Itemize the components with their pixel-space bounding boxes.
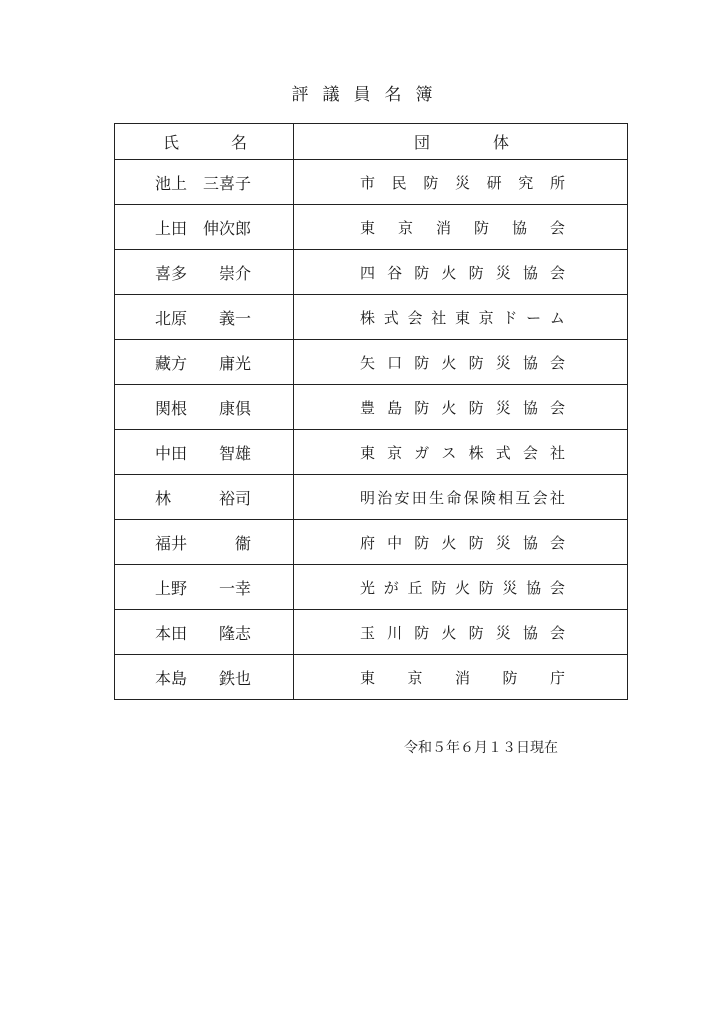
char: 協 — [522, 263, 538, 282]
char: 命 — [446, 488, 462, 507]
table-row — [115, 250, 628, 295]
name-cell — [115, 475, 294, 520]
char: 社 — [431, 308, 447, 327]
organization-cell — [294, 565, 628, 610]
family-name: 中田 — [155, 443, 188, 463]
table-row — [115, 205, 628, 250]
organization-cell — [294, 205, 628, 250]
char: 京 — [397, 218, 413, 237]
organization-cell — [294, 340, 628, 385]
organization-name — [294, 172, 627, 193]
char: 明 — [360, 488, 376, 507]
given-name: 康俱 — [218, 398, 251, 418]
name-cell — [115, 295, 294, 340]
family-name: 関根 — [155, 398, 188, 418]
char: 豊 — [360, 398, 376, 417]
char: 防 — [468, 623, 484, 642]
organization-cell — [294, 160, 628, 205]
organization-cell — [294, 655, 628, 700]
char: 会 — [407, 308, 423, 327]
family-name: 北原 — [155, 308, 188, 328]
family-name: 本田 — [155, 623, 188, 643]
name-cell — [115, 340, 294, 385]
family-name: 上田 — [155, 218, 188, 238]
char: 火 — [441, 623, 457, 642]
table-row — [115, 565, 628, 610]
table-row — [115, 385, 628, 430]
char: 会 — [549, 533, 565, 552]
char: 東 — [360, 218, 376, 237]
family-name: 本島 — [155, 668, 188, 688]
char: 島 — [387, 398, 403, 417]
char: 協 — [511, 218, 527, 237]
char: 矢 — [360, 353, 376, 372]
char: 安 — [394, 488, 410, 507]
char: 火 — [441, 263, 457, 282]
char: 災 — [502, 578, 518, 597]
char: ス — [441, 443, 457, 462]
organization-column-header — [294, 124, 628, 160]
organization-cell — [294, 250, 628, 295]
char: 相 — [498, 488, 514, 507]
organization-cell — [294, 385, 628, 430]
char: 防 — [468, 398, 484, 417]
organization-cell — [294, 520, 628, 565]
char: 保 — [463, 488, 479, 507]
as-of-date: 令和５年６月１３日現在 — [404, 740, 558, 756]
char: 川 — [387, 623, 403, 642]
char: 会 — [549, 218, 565, 237]
person-name — [115, 531, 293, 554]
table-row — [115, 610, 628, 655]
councillor-table — [114, 123, 628, 700]
organization-cell — [294, 475, 628, 520]
char: 中 — [387, 533, 403, 552]
char: 所 — [549, 173, 565, 192]
given-name: 隆志 — [218, 623, 251, 643]
char: 防 — [414, 623, 430, 642]
char: 市 — [360, 173, 376, 192]
organization-name — [294, 532, 627, 553]
char: 京 — [478, 308, 494, 327]
person-name — [115, 666, 293, 689]
organization-name — [294, 262, 627, 283]
char: 会 — [549, 623, 565, 642]
char: 京 — [387, 443, 403, 462]
char: 協 — [522, 533, 538, 552]
char: 東 — [360, 668, 376, 687]
char: 究 — [518, 173, 534, 192]
char: 火 — [441, 533, 457, 552]
name-cell — [115, 610, 294, 655]
organization-cell — [294, 610, 628, 655]
char: 防 — [414, 533, 430, 552]
given-name: 鉄也 — [218, 668, 251, 688]
organization-name — [294, 352, 627, 373]
organization-header-label — [294, 130, 627, 153]
char: 災 — [454, 173, 470, 192]
char: 協 — [526, 578, 542, 597]
char: 火 — [441, 398, 457, 417]
family-name: 藏方 — [155, 353, 188, 373]
family-name: 喜多 — [155, 263, 188, 283]
char: 株 — [360, 308, 376, 327]
char: 会 — [549, 263, 565, 282]
char: 防 — [478, 578, 494, 597]
char: 災 — [495, 263, 511, 282]
char: 火 — [441, 353, 457, 372]
organization-name — [294, 442, 627, 463]
given-name: 伸次郎 — [202, 218, 251, 238]
char: 会 — [549, 353, 565, 372]
char: ガ — [414, 443, 430, 462]
person-name — [115, 216, 293, 239]
char: 名 — [230, 133, 247, 152]
name-cell — [115, 205, 294, 250]
name-column-header — [115, 124, 294, 160]
char: 防 — [431, 578, 447, 597]
name-cell — [115, 430, 294, 475]
table-row — [115, 295, 628, 340]
char: 式 — [495, 443, 511, 462]
char: 防 — [468, 353, 484, 372]
char: 会 — [549, 578, 565, 597]
name-header-label — [115, 130, 293, 153]
char: 防 — [468, 533, 484, 552]
char: 四 — [360, 263, 376, 282]
person-name — [115, 486, 293, 509]
char: 研 — [486, 173, 502, 192]
char: 防 — [414, 263, 430, 282]
char: 口 — [387, 353, 403, 372]
organization-name — [294, 217, 627, 238]
organization-cell — [294, 295, 628, 340]
given-name: 義一 — [218, 308, 251, 328]
char: 東 — [360, 443, 376, 462]
char: ム — [549, 308, 565, 327]
person-name — [115, 576, 293, 599]
char: 会 — [532, 488, 548, 507]
page-title: 評議員名簿 — [291, 85, 447, 105]
name-cell — [115, 520, 294, 565]
char: 会 — [549, 398, 565, 417]
family-name: 林 — [155, 488, 172, 508]
table-row — [115, 520, 628, 565]
char: 防 — [414, 398, 430, 417]
name-cell — [115, 385, 294, 430]
char: 協 — [522, 398, 538, 417]
char: 消 — [454, 668, 470, 687]
char: 災 — [495, 398, 511, 417]
table-body — [115, 160, 628, 700]
char: 丘 — [407, 578, 423, 597]
given-name: 衞 — [234, 533, 251, 553]
given-name: 智雄 — [218, 443, 251, 463]
char: 府 — [360, 533, 376, 552]
char: 株 — [468, 443, 484, 462]
table-row — [115, 340, 628, 385]
person-name — [115, 621, 293, 644]
char: 団 — [414, 133, 431, 152]
organization-cell — [294, 430, 628, 475]
char: 田 — [411, 488, 427, 507]
person-name — [115, 261, 293, 284]
char: 生 — [429, 488, 445, 507]
char: 防 — [423, 173, 439, 192]
organization-name — [294, 487, 627, 508]
char: 協 — [522, 623, 538, 642]
person-name — [115, 306, 293, 329]
char: 消 — [435, 218, 451, 237]
char: ド — [502, 308, 518, 327]
table-row — [115, 160, 628, 205]
char: 体 — [492, 133, 509, 152]
char: 防 — [468, 263, 484, 282]
person-name — [115, 441, 293, 464]
person-name — [115, 171, 293, 194]
given-name: 裕司 — [218, 488, 251, 508]
char: ー — [526, 308, 542, 327]
table-row — [115, 430, 628, 475]
char: 東 — [454, 308, 470, 327]
char: 氏 — [163, 133, 180, 152]
person-name — [115, 396, 293, 419]
organization-name — [294, 622, 627, 643]
char: 民 — [391, 173, 407, 192]
char: 庁 — [549, 668, 565, 687]
table-row — [115, 475, 628, 520]
family-name: 福井 — [155, 533, 188, 553]
char: 防 — [473, 218, 489, 237]
name-cell — [115, 250, 294, 295]
char: 災 — [495, 353, 511, 372]
table-header-row — [115, 124, 628, 160]
char: が — [383, 578, 399, 597]
char: 互 — [515, 488, 531, 507]
char: 治 — [377, 488, 393, 507]
given-name: 庸光 — [218, 353, 251, 373]
family-name: 上野 — [155, 578, 188, 598]
organization-name — [294, 577, 627, 598]
name-cell — [115, 655, 294, 700]
person-name — [115, 351, 293, 374]
char: 防 — [414, 353, 430, 372]
given-name: 三喜子 — [202, 173, 251, 193]
char: 会 — [522, 443, 538, 462]
given-name: 一幸 — [218, 578, 251, 598]
family-name: 池上 — [155, 173, 188, 193]
char: 京 — [407, 668, 423, 687]
char: 火 — [454, 578, 470, 597]
table-row — [115, 655, 628, 700]
char: 災 — [495, 533, 511, 552]
char: 社 — [549, 443, 565, 462]
organization-name — [294, 397, 627, 418]
char: 玉 — [360, 623, 376, 642]
char: 防 — [502, 668, 518, 687]
char: 式 — [383, 308, 399, 327]
given-name: 崇介 — [218, 263, 251, 283]
char: 光 — [360, 578, 376, 597]
char: 谷 — [387, 263, 403, 282]
char: 協 — [522, 353, 538, 372]
organization-name — [294, 307, 627, 328]
name-cell — [115, 565, 294, 610]
char: 険 — [480, 488, 496, 507]
char: 社 — [549, 488, 565, 507]
char: 災 — [495, 623, 511, 642]
name-cell — [115, 160, 294, 205]
organization-name — [294, 667, 627, 688]
